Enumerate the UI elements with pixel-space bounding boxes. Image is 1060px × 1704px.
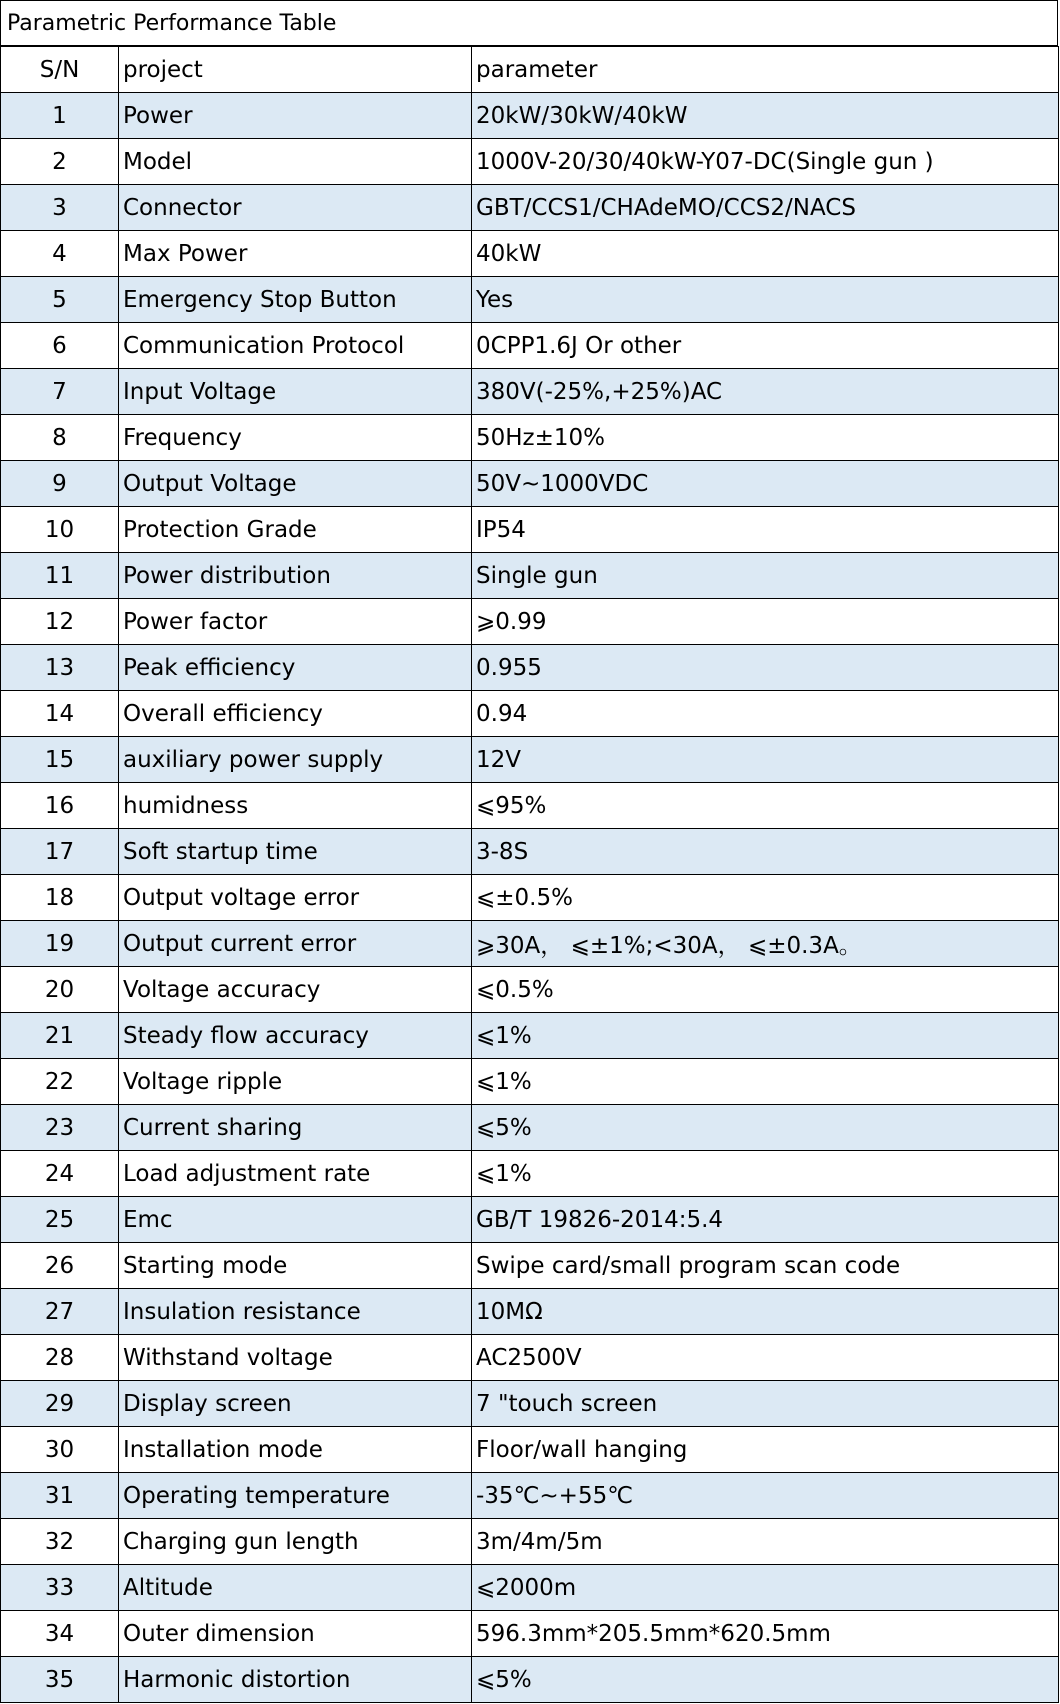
row-parameter: ⩽95% (472, 783, 1059, 829)
table-row (1, 691, 1059, 737)
row-sn: 27 (1, 1289, 119, 1335)
row-sn: 26 (1, 1243, 119, 1289)
row-project: Frequency (119, 415, 472, 461)
row-parameter: 596.3mm*205.5mm*620.5mm (472, 1611, 1059, 1657)
row-sn: 4 (1, 231, 119, 277)
row-project: Display screen (119, 1381, 472, 1427)
row-parameter: 1000V-20/30/40kW-Y07-DC(Single gun ) (472, 139, 1059, 185)
row-project: Installation mode (119, 1427, 472, 1473)
row-project: auxiliary power supply (119, 737, 472, 783)
row-sn: 14 (1, 691, 119, 737)
row-parameter: Floor/wall hanging (472, 1427, 1059, 1473)
row-sn: 23 (1, 1105, 119, 1151)
row-project: Charging gun length (119, 1519, 472, 1565)
row-parameter: Yes (472, 277, 1059, 323)
row-sn: 32 (1, 1519, 119, 1565)
row-project: Emergency Stop Button (119, 277, 472, 323)
header-parameter: parameter (472, 47, 1059, 93)
table-row (1, 1381, 1059, 1427)
row-sn: 12 (1, 599, 119, 645)
row-project: Communication Protocol (119, 323, 472, 369)
row-sn: 8 (1, 415, 119, 461)
row-parameter: -35℃~+55℃ (472, 1473, 1059, 1519)
row-sn: 15 (1, 737, 119, 783)
row-project: Current sharing (119, 1105, 472, 1151)
row-project: Load adjustment rate (119, 1151, 472, 1197)
row-parameter: GBT/CCS1/CHAdeMO/CCS2/NACS (472, 185, 1059, 231)
row-sn: 24 (1, 1151, 119, 1197)
table-row (1, 1657, 1059, 1703)
row-parameter: 0CPP1.6J Or other (472, 323, 1059, 369)
row-sn: 19 (1, 921, 119, 967)
row-sn: 9 (1, 461, 119, 507)
row-sn: 1 (1, 93, 119, 139)
row-sn: 16 (1, 783, 119, 829)
row-parameter: ⩽1% (472, 1151, 1059, 1197)
header-project: project (119, 47, 472, 93)
table-row (1, 277, 1059, 323)
row-project: Withstand voltage (119, 1335, 472, 1381)
row-sn: 29 (1, 1381, 119, 1427)
table-row (1, 1105, 1059, 1151)
table-title: Parametric Performance Table (0, 0, 1058, 46)
row-parameter: ⩽0.5% (472, 967, 1059, 1013)
row-sn: 10 (1, 507, 119, 553)
table-row (1, 139, 1059, 185)
table-row (1, 185, 1059, 231)
table-row (1, 1519, 1059, 1565)
table-row (1, 415, 1059, 461)
row-parameter: ⩽5% (472, 1105, 1059, 1151)
table-row (1, 1289, 1059, 1335)
row-sn: 3 (1, 185, 119, 231)
table-row (1, 553, 1059, 599)
row-project: Output current error (119, 921, 472, 967)
row-sn: 7 (1, 369, 119, 415)
table-row (1, 1335, 1059, 1381)
row-project: Harmonic distortion (119, 1657, 472, 1703)
row-project: Power factor (119, 599, 472, 645)
row-sn: 28 (1, 1335, 119, 1381)
row-parameter: IP54 (472, 507, 1059, 553)
row-parameter: 0.94 (472, 691, 1059, 737)
table-row (1, 1565, 1059, 1611)
table-row (1, 461, 1059, 507)
row-parameter: 10MΩ (472, 1289, 1059, 1335)
row-project: humidness (119, 783, 472, 829)
row-project: Power distribution (119, 553, 472, 599)
row-project: Output Voltage (119, 461, 472, 507)
table-row (1, 1473, 1059, 1519)
row-parameter: 3-8S (472, 829, 1059, 875)
table-row (1, 1197, 1059, 1243)
row-project: Soft startup time (119, 829, 472, 875)
row-sn: 5 (1, 277, 119, 323)
table-row (1, 1151, 1059, 1197)
table-row (1, 1427, 1059, 1473)
row-project: Starting mode (119, 1243, 472, 1289)
table-row (1, 323, 1059, 369)
row-sn: 25 (1, 1197, 119, 1243)
row-sn: 35 (1, 1657, 119, 1703)
row-sn: 20 (1, 967, 119, 1013)
row-project: Output voltage error (119, 875, 472, 921)
row-sn: 21 (1, 1013, 119, 1059)
table-row (1, 507, 1059, 553)
row-sn: 22 (1, 1059, 119, 1105)
table-row (1, 783, 1059, 829)
row-parameter: ⩽5% (472, 1657, 1059, 1703)
row-parameter: 40kW (472, 231, 1059, 277)
row-sn: 33 (1, 1565, 119, 1611)
row-project: Protection Grade (119, 507, 472, 553)
row-sn: 31 (1, 1473, 119, 1519)
table-row (1, 93, 1059, 139)
row-parameter: Swipe card/small program scan code (472, 1243, 1059, 1289)
table-row (1, 1611, 1059, 1657)
row-parameter: Single gun (472, 553, 1059, 599)
row-parameter: ⩽1% (472, 1059, 1059, 1105)
row-sn: 18 (1, 875, 119, 921)
parameter-table (0, 46, 1059, 1703)
row-parameter: GB/T 19826-2014:5.4 (472, 1197, 1059, 1243)
row-parameter: ⩽2000m (472, 1565, 1059, 1611)
row-project: Peak efficiency (119, 645, 472, 691)
row-project: Outer dimension (119, 1611, 472, 1657)
row-project: Altitude (119, 1565, 472, 1611)
row-sn: 34 (1, 1611, 119, 1657)
row-project: Operating temperature (119, 1473, 472, 1519)
row-sn: 30 (1, 1427, 119, 1473)
row-parameter: ⩾0.99 (472, 599, 1059, 645)
row-project: Emc (119, 1197, 472, 1243)
row-parameter: 50V~1000VDC (472, 461, 1059, 507)
row-project: Steady flow accuracy (119, 1013, 472, 1059)
table-row (1, 829, 1059, 875)
table-row (1, 645, 1059, 691)
row-parameter: 20kW/30kW/40kW (472, 93, 1059, 139)
header-sn: S/N (1, 47, 119, 93)
table-row (1, 1059, 1059, 1105)
row-project: Overall efficiency (119, 691, 472, 737)
row-project: Insulation resistance (119, 1289, 472, 1335)
row-parameter: ⩾30A， ⩽±1%;<30A， ⩽±0.3A。 (472, 921, 1059, 967)
row-project: Voltage ripple (119, 1059, 472, 1105)
table-row (1, 737, 1059, 783)
header-row (1, 47, 1059, 93)
row-project: Max Power (119, 231, 472, 277)
table-row (1, 921, 1059, 967)
row-project: Connector (119, 185, 472, 231)
row-project: Input Voltage (119, 369, 472, 415)
row-parameter: 3m/4m/5m (472, 1519, 1059, 1565)
row-sn: 17 (1, 829, 119, 875)
row-sn: 6 (1, 323, 119, 369)
row-sn: 13 (1, 645, 119, 691)
table-row (1, 875, 1059, 921)
row-parameter: 12V (472, 737, 1059, 783)
table-row (1, 1243, 1059, 1289)
table-row (1, 1013, 1059, 1059)
row-sn: 2 (1, 139, 119, 185)
row-parameter: 380V(-25%,+25%)AC (472, 369, 1059, 415)
row-parameter: ⩽1% (472, 1013, 1059, 1059)
row-sn: 11 (1, 553, 119, 599)
table-body (1, 93, 1059, 1703)
row-parameter: ⩽±0.5% (472, 875, 1059, 921)
row-parameter: AC2500V (472, 1335, 1059, 1381)
row-parameter: 0.955 (472, 645, 1059, 691)
row-project: Model (119, 139, 472, 185)
table-row (1, 599, 1059, 645)
table-row (1, 369, 1059, 415)
row-project: Power (119, 93, 472, 139)
row-parameter: 50Hz±10% (472, 415, 1059, 461)
row-project: Voltage accuracy (119, 967, 472, 1013)
table-row (1, 231, 1059, 277)
row-parameter: 7 "touch screen (472, 1381, 1059, 1427)
table-row (1, 967, 1059, 1013)
